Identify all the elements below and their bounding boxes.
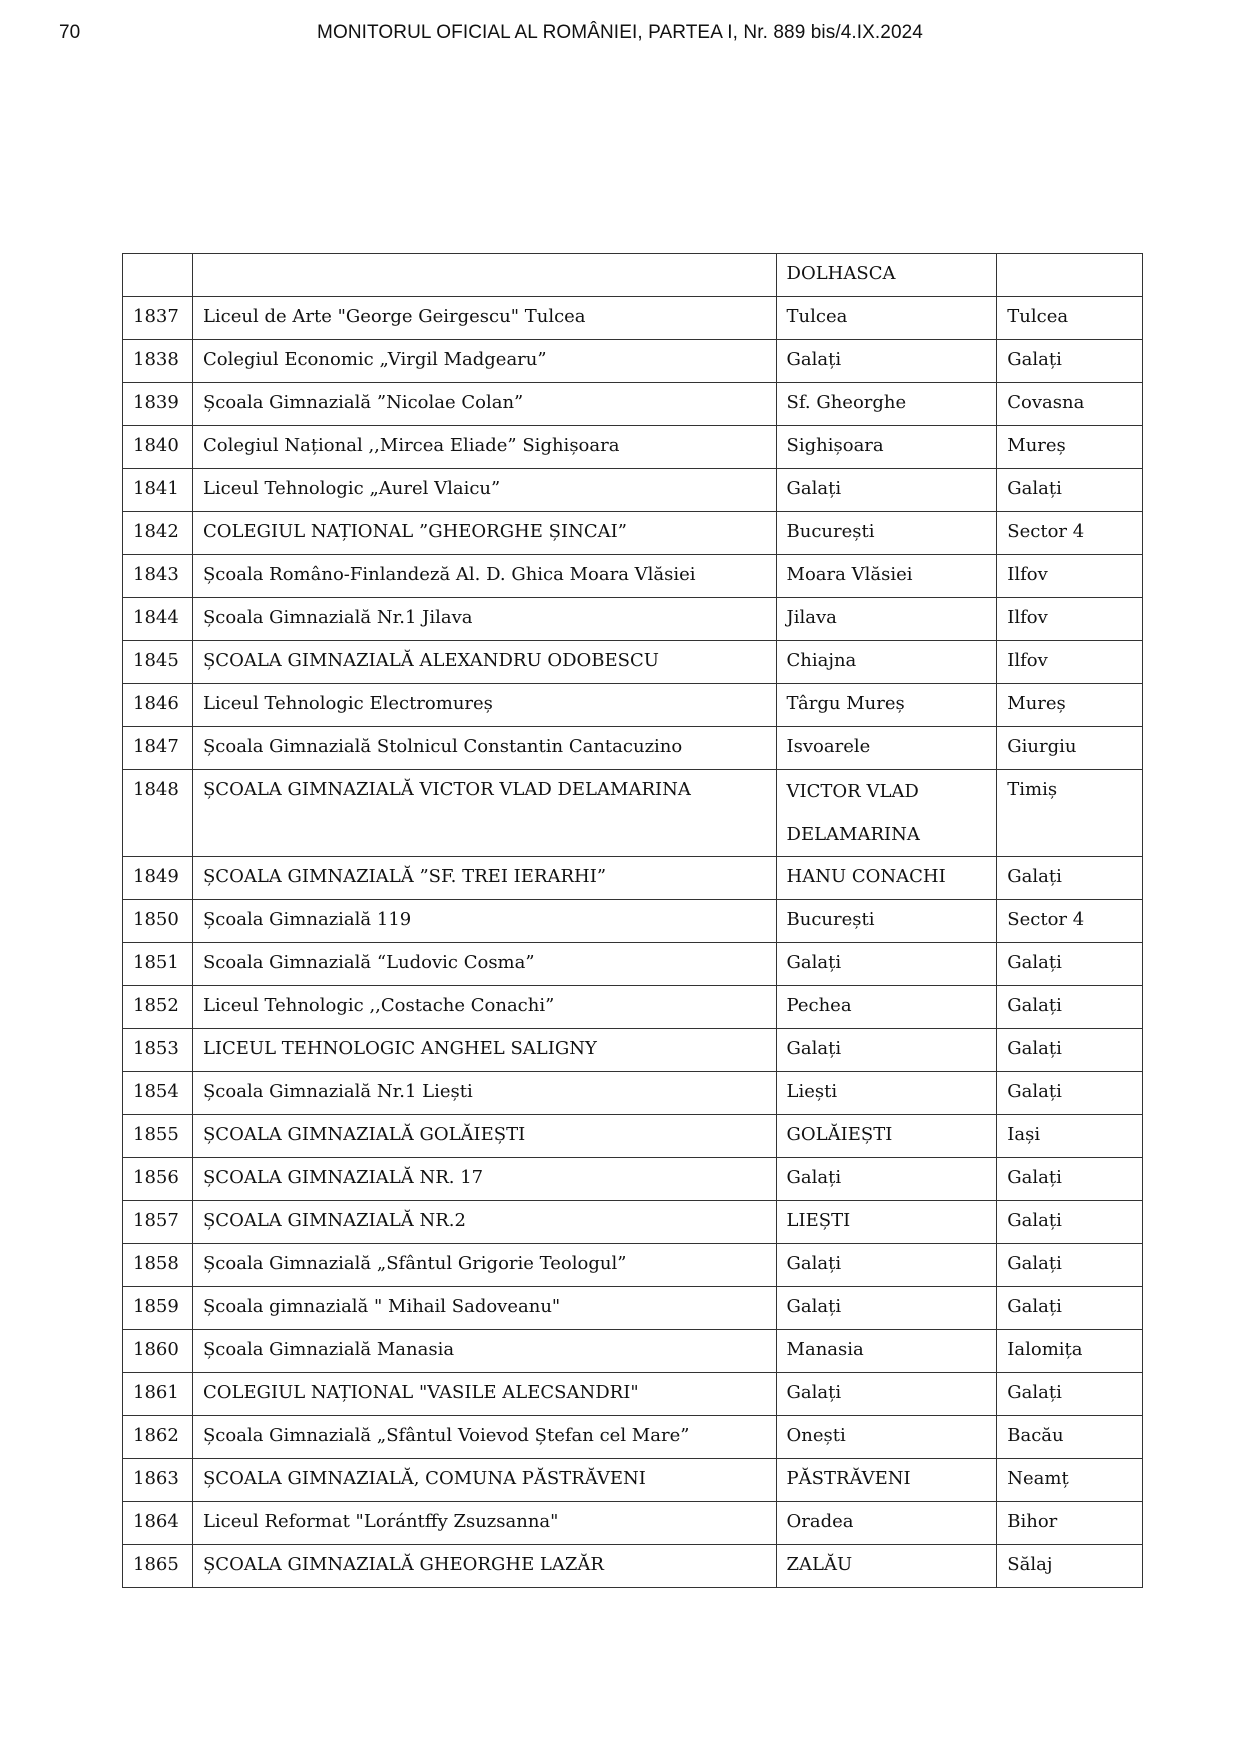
row-number-cell: 1838 <box>123 340 193 383</box>
school-name-cell: Școala Gimnazială Manasia <box>192 1330 776 1373</box>
table-row <box>123 1029 1143 1072</box>
county-cell: Sector 4 <box>997 512 1143 555</box>
row-number-cell: 1847 <box>123 727 193 770</box>
page-number: 70 <box>59 22 81 43</box>
county-cell: Galați <box>997 857 1143 900</box>
school-name-cell: ȘCOALA GIMNAZIALĂ NR. 17 <box>192 1158 776 1201</box>
county-cell: Galați <box>997 1287 1143 1330</box>
publication-header: MONITORUL OFICIAL AL ROMÂNIEI, PARTEA I, Nr. 889 bis/4.IX.2024 <box>317 22 923 43</box>
row-number-cell: 1841 <box>123 469 193 512</box>
row-number-cell: 1863 <box>123 1459 193 1502</box>
row-number-cell: 1864 <box>123 1502 193 1545</box>
table-row <box>123 340 1143 383</box>
row-number-cell: 1848 <box>123 770 193 857</box>
row-number-cell: 1839 <box>123 383 193 426</box>
schools-table <box>122 253 1143 1588</box>
school-name-cell: Școala Gimnazială 119 <box>192 900 776 943</box>
county-cell: Ilfov <box>997 598 1143 641</box>
table-row <box>123 254 1143 297</box>
county-cell: Tulcea <box>997 297 1143 340</box>
county-cell: Galați <box>997 986 1143 1029</box>
locality-cell: Galați <box>776 469 997 512</box>
school-name-cell <box>192 254 776 297</box>
locality-cell: Moara Vlăsiei <box>776 555 997 598</box>
county-cell: Neamț <box>997 1459 1143 1502</box>
school-name-cell: Colegiul Economic „Virgil Madgearu” <box>192 340 776 383</box>
county-cell: Ilfov <box>997 555 1143 598</box>
county-cell: Giurgiu <box>997 727 1143 770</box>
county-cell: Galați <box>997 1244 1143 1287</box>
school-name-cell: Școala Gimnazială ”Nicolae Colan” <box>192 383 776 426</box>
table-row <box>123 1158 1143 1201</box>
school-name-cell: Școala gimnazială " Mihail Sadoveanu" <box>192 1287 776 1330</box>
table-row <box>123 1201 1143 1244</box>
county-cell: Bacău <box>997 1416 1143 1459</box>
row-number-cell: 1850 <box>123 900 193 943</box>
school-name-cell: Școala Gimnazială „Sfântul Grigorie Teologul” <box>192 1244 776 1287</box>
county-cell: Bihor <box>997 1502 1143 1545</box>
row-number-cell: 1837 <box>123 297 193 340</box>
row-number-cell: 1860 <box>123 1330 193 1373</box>
row-number-cell: 1845 <box>123 641 193 684</box>
row-number-cell: 1865 <box>123 1545 193 1588</box>
row-number-cell: 1849 <box>123 857 193 900</box>
school-name-cell: ȘCOALA GIMNAZIALĂ ALEXANDRU ODOBESCU <box>192 641 776 684</box>
locality-cell: Tulcea <box>776 297 997 340</box>
locality-cell: ZALĂU <box>776 1545 997 1588</box>
table-row <box>123 641 1143 684</box>
county-cell: Galați <box>997 340 1143 383</box>
locality-cell: Galați <box>776 1158 997 1201</box>
table-row <box>123 1459 1143 1502</box>
school-name-cell: Liceul de Arte "George Geirgescu" Tulcea <box>192 297 776 340</box>
table-row <box>123 512 1143 555</box>
locality-cell: Liești <box>776 1072 997 1115</box>
row-number-cell: 1851 <box>123 943 193 986</box>
county-cell: Mureș <box>997 426 1143 469</box>
table-row <box>123 943 1143 986</box>
county-cell: Galați <box>997 469 1143 512</box>
row-number-cell: 1843 <box>123 555 193 598</box>
table-row <box>123 1072 1143 1115</box>
locality-cell: Galați <box>776 1287 997 1330</box>
table-row <box>123 1416 1143 1459</box>
row-number-cell: 1846 <box>123 684 193 727</box>
school-name-cell: Școala Gimnazială „Sfântul Voievod Ștefan cel Mare” <box>192 1416 776 1459</box>
table-row <box>123 598 1143 641</box>
locality-cell: GOLĂIEȘTI <box>776 1115 997 1158</box>
table-row <box>123 1287 1143 1330</box>
row-number-cell <box>123 254 193 297</box>
county-cell: Ilfov <box>997 641 1143 684</box>
table-row <box>123 1545 1143 1588</box>
school-name-cell: ȘCOALA GIMNAZIALĂ GOLĂIEȘTI <box>192 1115 776 1158</box>
school-name-cell: Scoala Gimnazială “Ludovic Cosma” <box>192 943 776 986</box>
school-name-cell: Liceul Tehnologic ,,Costache Conachi” <box>192 986 776 1029</box>
school-name-cell: Școala Gimnazială Nr.1 Jilava <box>192 598 776 641</box>
school-name-cell: ȘCOALA GIMNAZIALĂ GHEORGHE LAZĂR <box>192 1545 776 1588</box>
locality-cell: Galați <box>776 340 997 383</box>
locality-cell: VICTOR VLAD DELAMARINA <box>776 770 997 857</box>
county-cell: Galați <box>997 943 1143 986</box>
locality-cell: Pechea <box>776 986 997 1029</box>
locality-cell: HANU CONACHI <box>776 857 997 900</box>
table-row <box>123 684 1143 727</box>
row-number-cell: 1857 <box>123 1201 193 1244</box>
row-number-cell: 1858 <box>123 1244 193 1287</box>
row-number-cell: 1856 <box>123 1158 193 1201</box>
county-cell: Galați <box>997 1158 1143 1201</box>
locality-cell: Chiajna <box>776 641 997 684</box>
locality-cell: Sighișoara <box>776 426 997 469</box>
row-number-cell: 1861 <box>123 1373 193 1416</box>
locality-cell: DOLHASCA <box>776 254 997 297</box>
county-cell: Timiș <box>997 770 1143 857</box>
locality-cell: Galați <box>776 943 997 986</box>
county-cell: Sălaj <box>997 1545 1143 1588</box>
table-row <box>123 1330 1143 1373</box>
county-cell: Ialomița <box>997 1330 1143 1373</box>
county-cell <box>997 254 1143 297</box>
school-name-cell: LICEUL TEHNOLOGIC ANGHEL SALIGNY <box>192 1029 776 1072</box>
school-name-cell: Colegiul Național ,,Mircea Eliade” Sighișoara <box>192 426 776 469</box>
row-number-cell: 1853 <box>123 1029 193 1072</box>
school-name-cell: ȘCOALA GIMNAZIALĂ ”SF. TREI IERARHI” <box>192 857 776 900</box>
table-row <box>123 469 1143 512</box>
school-name-cell: ȘCOALA GIMNAZIALĂ VICTOR VLAD DELAMARINA <box>192 770 776 857</box>
locality-cell: Târgu Mureș <box>776 684 997 727</box>
table-row <box>123 555 1143 598</box>
school-name-cell: COLEGIUL NAȚIONAL "VASILE ALECSANDRI" <box>192 1373 776 1416</box>
locality-cell: Sf. Gheorghe <box>776 383 997 426</box>
county-cell: Covasna <box>997 383 1143 426</box>
school-name-cell: Școala Gimnazială Nr.1 Liești <box>192 1072 776 1115</box>
table-row <box>123 1373 1143 1416</box>
row-number-cell: 1854 <box>123 1072 193 1115</box>
locality-cell: Isvoarele <box>776 727 997 770</box>
locality-cell: Jilava <box>776 598 997 641</box>
locality-cell: Oradea <box>776 1502 997 1545</box>
school-name-cell: Școala Gimnazială Stolnicul Constantin Cantacuzino <box>192 727 776 770</box>
school-name-cell: Liceul Tehnologic Electromureș <box>192 684 776 727</box>
table-row <box>123 383 1143 426</box>
school-name-cell: Școala Româno-Finlandeză Al. D. Ghica Moara Vlăsiei <box>192 555 776 598</box>
row-number-cell: 1855 <box>123 1115 193 1158</box>
school-name-cell: ȘCOALA GIMNAZIALĂ NR.2 <box>192 1201 776 1244</box>
table-row <box>123 857 1143 900</box>
locality-cell: Galați <box>776 1029 997 1072</box>
table-row <box>123 1244 1143 1287</box>
locality-cell: Galați <box>776 1373 997 1416</box>
locality-cell: București <box>776 512 997 555</box>
school-name-cell: ȘCOALA GIMNAZIALĂ, COMUNA PĂSTRĂVENI <box>192 1459 776 1502</box>
school-name-cell: Liceul Tehnologic „Aurel Vlaicu” <box>192 469 776 512</box>
row-number-cell: 1862 <box>123 1416 193 1459</box>
county-cell: Galați <box>997 1029 1143 1072</box>
row-number-cell: 1840 <box>123 426 193 469</box>
locality-cell: București <box>776 900 997 943</box>
table-row <box>123 770 1143 857</box>
county-cell: Mureș <box>997 684 1143 727</box>
locality-cell: LIEȘTI <box>776 1201 997 1244</box>
county-cell: Galați <box>997 1201 1143 1244</box>
row-number-cell: 1852 <box>123 986 193 1029</box>
school-name-cell: COLEGIUL NAȚIONAL ”GHEORGHE ȘINCAI” <box>192 512 776 555</box>
table-row <box>123 426 1143 469</box>
row-number-cell: 1859 <box>123 1287 193 1330</box>
school-name-cell: Liceul Reformat "Lorántffy Zsuzsanna" <box>192 1502 776 1545</box>
county-cell: Iași <box>997 1115 1143 1158</box>
table-row <box>123 900 1143 943</box>
locality-cell: Galați <box>776 1244 997 1287</box>
locality-cell: PĂSTRĂVENI <box>776 1459 997 1502</box>
row-number-cell: 1844 <box>123 598 193 641</box>
table-row <box>123 297 1143 340</box>
table-row <box>123 727 1143 770</box>
table-row <box>123 1502 1143 1545</box>
county-cell: Galați <box>997 1373 1143 1416</box>
county-cell: Galați <box>997 1072 1143 1115</box>
table-body <box>123 254 1143 1588</box>
table-row <box>123 1115 1143 1158</box>
locality-cell: Onești <box>776 1416 997 1459</box>
table-row <box>123 986 1143 1029</box>
county-cell: Sector 4 <box>997 900 1143 943</box>
row-number-cell: 1842 <box>123 512 193 555</box>
locality-cell: Manasia <box>776 1330 997 1373</box>
